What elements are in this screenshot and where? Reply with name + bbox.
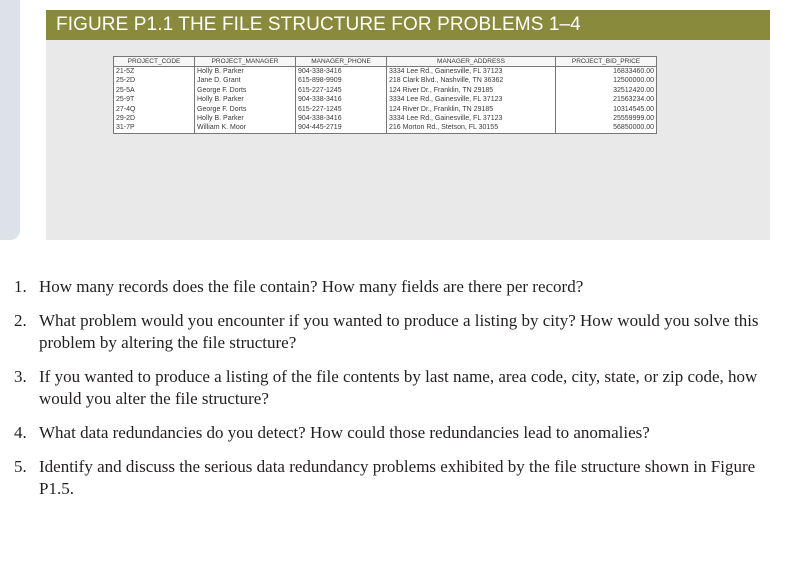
cell-project-code: 27-4Q bbox=[114, 105, 195, 114]
cell-project-manager: Holly B. Parker bbox=[195, 95, 296, 104]
cell-project-code: 21-5Z bbox=[114, 67, 195, 77]
table-row bbox=[114, 105, 657, 114]
cell-project-bid-price: 16833460.00 bbox=[556, 67, 657, 77]
cell-project-manager: William K. Moor bbox=[195, 123, 296, 133]
question-number: 5. bbox=[14, 457, 27, 476]
cell-manager-address: 3334 Lee Rd., Gainesville, FL 37123 bbox=[387, 95, 556, 104]
table-row bbox=[114, 114, 657, 123]
cell-manager-address: 3334 Lee Rd., Gainesville, FL 37123 bbox=[387, 114, 556, 123]
question-number: 4. bbox=[14, 423, 27, 442]
table-row bbox=[114, 95, 657, 104]
cell-manager-address: 218 Clark Blvd., Nashville, TN 36362 bbox=[387, 76, 556, 85]
cell-manager-phone: 615-898-9909 bbox=[296, 76, 387, 85]
cell-project-bid-price: 10314545.00 bbox=[556, 105, 657, 114]
table-row bbox=[114, 67, 657, 77]
column-header-manager-phone: MANAGER_PHONE bbox=[296, 57, 387, 67]
cell-project-code: 25-9T bbox=[114, 95, 195, 104]
cell-project-manager: George F. Dorts bbox=[195, 105, 296, 114]
cell-manager-address: 124 River Dr., Franklin, TN 29185 bbox=[387, 86, 556, 95]
cell-manager-phone: 904-445-2719 bbox=[296, 123, 387, 133]
question-text: Identify and discuss the serious data redundancy problems exhibited by the file structure shown in Figure P1.5. bbox=[39, 457, 756, 498]
table-row bbox=[114, 123, 657, 133]
question-text: If you wanted to produce a listing of the file contents by last name, area code, city, state, or zip code, how would you alter the file structure? bbox=[39, 367, 758, 408]
cell-manager-phone: 615-227-1245 bbox=[296, 105, 387, 114]
figure-title: FIGURE P1.1 THE FILE STRUCTURE FOR PROBLEMS 1–4 bbox=[46, 10, 770, 40]
column-header-project-code: PROJECT_CODE bbox=[114, 57, 195, 67]
question-text: How many records does the file contain? How many fields are there per record? bbox=[39, 277, 584, 296]
question-text: What problem would you encounter if you wanted to produce a listing by city? How would you solve this problem by altering the file structure? bbox=[39, 311, 759, 352]
cell-manager-phone: 904-338-3416 bbox=[296, 114, 387, 123]
cell-project-bid-price: 32512420.00 bbox=[556, 86, 657, 95]
cell-manager-phone: 615-227-1245 bbox=[296, 86, 387, 95]
table-row bbox=[114, 76, 657, 85]
cell-project-bid-price: 21563234.00 bbox=[556, 95, 657, 104]
question-text: What data redundancies do you detect? How could those redundancies lead to anomalies? bbox=[39, 423, 650, 442]
table-row bbox=[114, 86, 657, 95]
question-item bbox=[14, 456, 794, 500]
cell-project-bid-price: 25559999.00 bbox=[556, 114, 657, 123]
side-panel bbox=[0, 0, 20, 240]
question-item bbox=[14, 276, 794, 298]
cell-project-code: 31-7P bbox=[114, 123, 195, 133]
cell-project-code: 25-5A bbox=[114, 86, 195, 95]
cell-manager-address: 3334 Lee Rd., Gainesville, FL 37123 bbox=[387, 67, 556, 77]
cell-project-manager: George F. Dorts bbox=[195, 86, 296, 95]
cell-project-bid-price: 12500000.00 bbox=[556, 76, 657, 85]
cell-project-manager: Holly B. Parker bbox=[195, 67, 296, 77]
table-header-row bbox=[114, 57, 657, 67]
column-header-project-manager: PROJECT_MANAGER bbox=[195, 57, 296, 67]
cell-manager-phone: 904-338-3416 bbox=[296, 95, 387, 104]
cell-manager-phone: 904-338-3416 bbox=[296, 67, 387, 77]
cell-manager-address: 216 Morton Rd., Stetson, FL 30155 bbox=[387, 123, 556, 133]
question-item bbox=[14, 310, 794, 354]
project-table bbox=[113, 56, 657, 134]
question-number: 2. bbox=[14, 311, 27, 330]
cell-project-bid-price: 56850000.00 bbox=[556, 123, 657, 133]
question-item bbox=[14, 422, 794, 444]
question-number: 1. bbox=[14, 277, 27, 296]
figure-body bbox=[46, 40, 770, 240]
cell-project-manager: Holly B. Parker bbox=[195, 114, 296, 123]
cell-project-manager: Jane D. Grant bbox=[195, 76, 296, 85]
question-number: 3. bbox=[14, 367, 27, 386]
column-header-project-bid-price: PROJECT_BID_PRICE bbox=[556, 57, 657, 67]
column-header-manager-address: MANAGER_ADDRESS bbox=[387, 57, 556, 67]
cell-manager-address: 124 River Dr., Franklin, TN 29185 bbox=[387, 105, 556, 114]
question-list bbox=[14, 276, 794, 512]
question-item bbox=[14, 366, 794, 410]
cell-project-code: 29-2D bbox=[114, 114, 195, 123]
cell-project-code: 25-2D bbox=[114, 76, 195, 85]
